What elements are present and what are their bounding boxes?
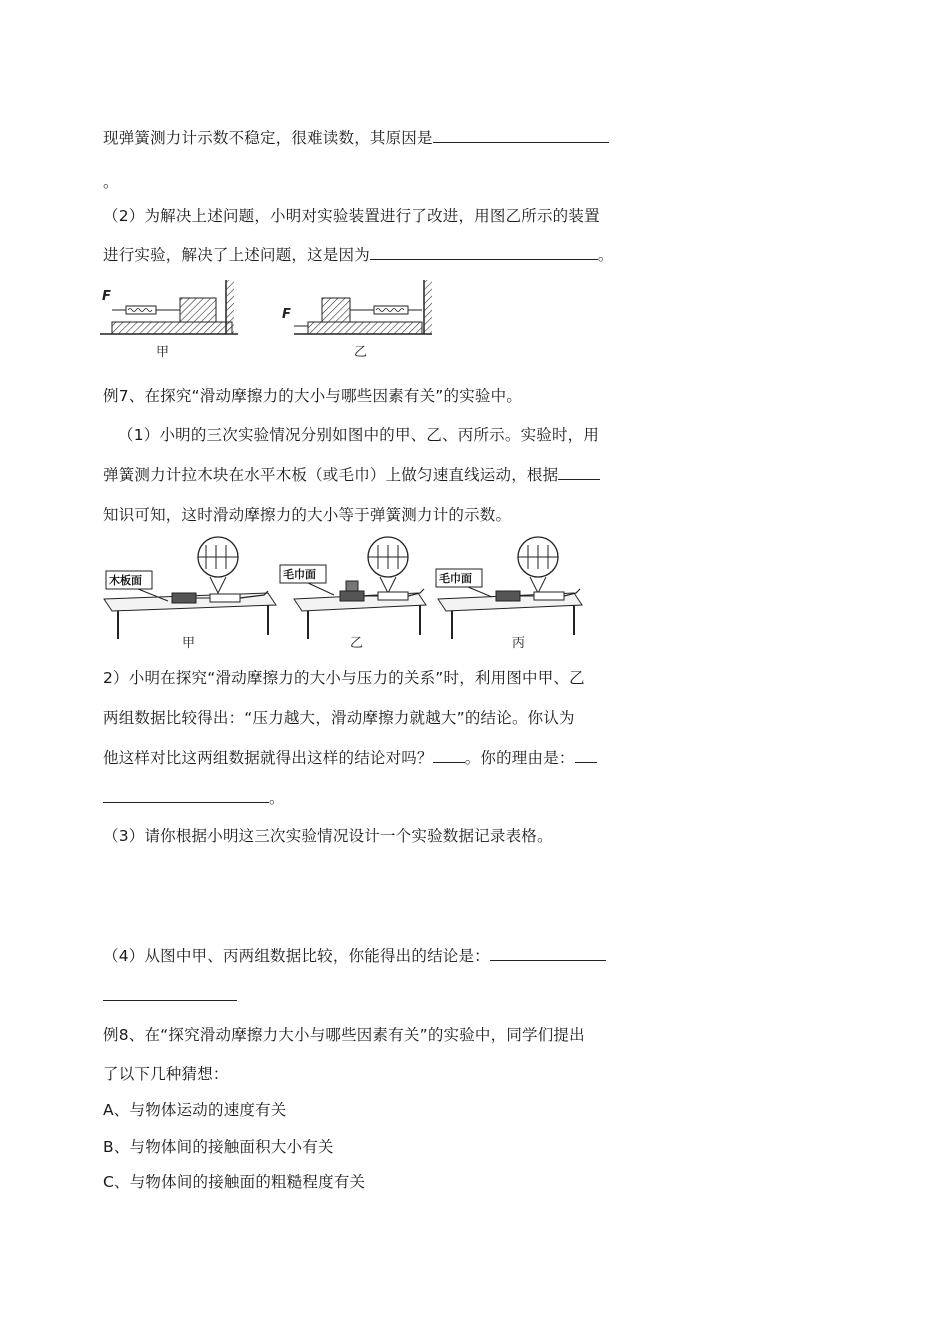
- surface-tag: 毛巾面: [439, 572, 472, 585]
- text-line-9: 2）小明在探究“滑动摩擦力的大小与压力的关系”时，利用图中甲、乙: [103, 669, 585, 687]
- text-line-13: （3）请你根据小明这三次实验情况设计一个实验数据记录表格。: [103, 827, 553, 845]
- option-b: B、与物体间的接触面积大小有关: [103, 1138, 334, 1156]
- text-line-6: （1）小明的三次实验情况分别如图中的甲、乙、丙所示。实验时，用: [118, 426, 600, 444]
- figure-table-experiments: [98, 535, 594, 653]
- text-line-2: 。: [103, 173, 119, 191]
- caption-left: 甲: [156, 345, 170, 360]
- force-label: F: [102, 289, 111, 304]
- figure-spring-apparatus: [98, 276, 448, 360]
- text-line-12: 。: [103, 788, 285, 808]
- answer-blank[interactable]: [490, 946, 606, 961]
- text-line-3: （2）为解决上述问题，小明对实验装置进行了改进，用图乙所示的装置: [103, 207, 600, 225]
- caption-panel-2: 乙: [350, 636, 364, 651]
- option-c: C、与物体间的接触面的粗糙程度有关: [103, 1173, 366, 1191]
- answer-blank[interactable]: [103, 986, 237, 1001]
- text-line-14: （4）从图中甲、丙两组数据比较，你能得出的结论是：: [103, 946, 606, 966]
- caption-panel-1: 甲: [182, 636, 196, 651]
- caption-panel-3: 丙: [512, 636, 526, 651]
- answer-blank[interactable]: [575, 748, 597, 763]
- experiment-panel-1: [104, 537, 276, 651]
- surface-tag: 木板面: [109, 574, 142, 587]
- text-line-7: 弹簧测力计拉木块在水平木板（或毛巾）上做匀速直线运动，根据: [103, 465, 600, 485]
- option-a: A、与物体运动的速度有关: [103, 1101, 287, 1119]
- experiment-panel-3: [436, 537, 582, 651]
- text-line-10: 两组数据比较得出：“压力越大，滑动摩擦力就越大”的结论。你认为: [103, 709, 575, 727]
- text-line-16: 了以下几种猜想：: [103, 1065, 229, 1083]
- text-line-14-cont: [103, 986, 237, 1006]
- experiment-panel-2: [280, 537, 426, 651]
- answer-blank[interactable]: [433, 748, 465, 763]
- answer-blank[interactable]: [558, 465, 600, 480]
- force-label: F: [282, 307, 291, 322]
- answer-blank[interactable]: [433, 128, 609, 143]
- text-line-1: 现弹簧测力计示数不稳定，很难读数，其原因是: [103, 128, 609, 148]
- text-line-11: 他这样对比这两组数据就得出这样的结论对吗？ 。你的理由是：: [103, 748, 597, 768]
- apparatus-right: [282, 280, 432, 360]
- surface-tag: 毛巾面: [283, 568, 316, 581]
- answer-blank[interactable]: [103, 788, 269, 803]
- text-line-4: 进行实验，解决了上述问题，这是因为 。: [103, 246, 614, 264]
- text-line-15: 例8、在“探究滑动摩擦力大小与哪些因素有关”的实验中，同学们提出: [103, 1026, 585, 1044]
- text-line-5: 例7、在探究“滑动摩擦力的大小与哪些因素有关”的实验中。: [103, 387, 523, 405]
- answer-blank[interactable]: [370, 245, 598, 260]
- text-line-8: 知识可知，这时滑动摩擦力的大小等于弹簧测力计的示数。: [103, 506, 512, 524]
- caption-right: 乙: [354, 345, 368, 360]
- apparatus-left: [100, 280, 238, 360]
